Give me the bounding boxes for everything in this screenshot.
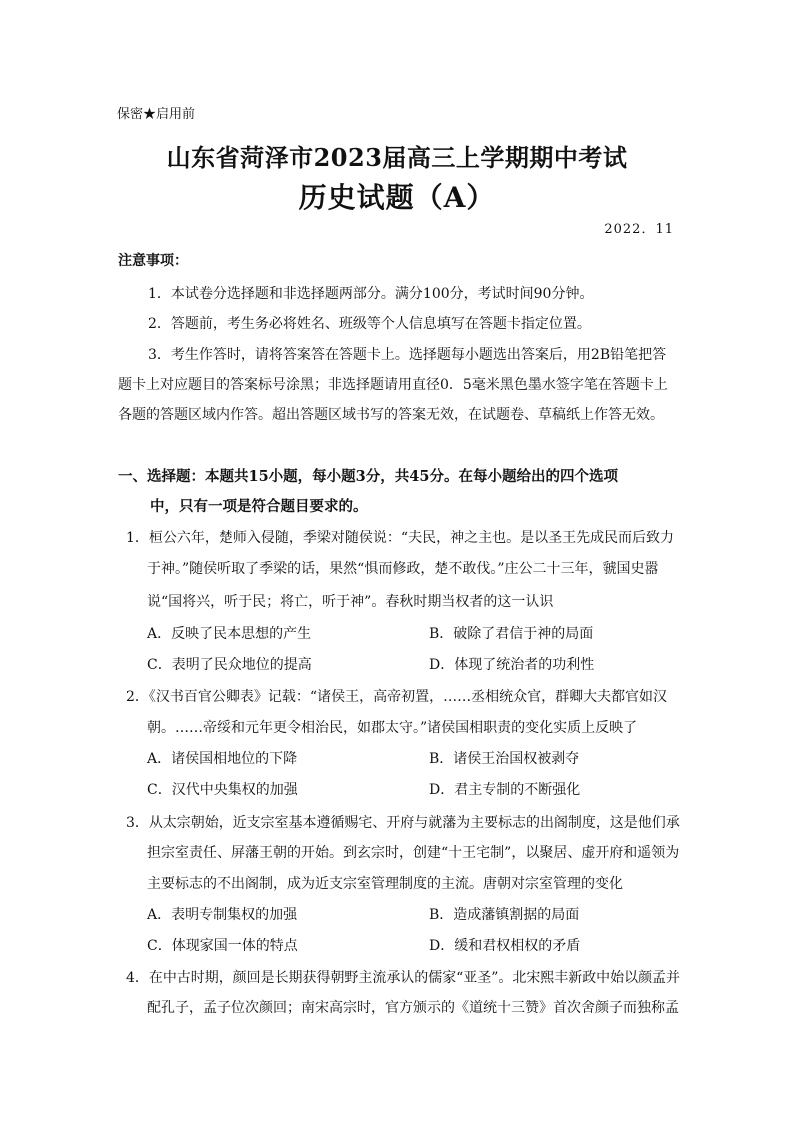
question-2-option-a: A．诸侯国相地位的下降 <box>147 751 298 767</box>
question-1-line: 1．桓公六年，楚师入侵随，季梁对随侯说：“夫民，神之主也。是以圣王先成民而后致力 <box>126 530 675 546</box>
question-3-line: 3．从太宗朝始，近支宗室基本遵循赐宅、开府与就藩为主要标志的出阁制度，这是他们承 <box>126 815 680 831</box>
confidential-label: 保密★启用前 <box>117 107 196 122</box>
question-4-line: 4．在中古时期，颜回是长期获得朝野主流承认的儒家“亚圣”。北宋熙丰新政中始以颜孟并 <box>126 970 680 986</box>
exam-subtitle: 历史试题（A） <box>298 181 496 214</box>
notice-item: 2．答题前，考生务必将姓名、班级等个人信息填写在答题卡指定位置。 <box>148 316 591 332</box>
question-2-line: 2．《汉书百官公卿表》记载：“诸侯王，高帝初置，……丞相统众官，群卿大夫都官如汉 <box>126 689 668 705</box>
question-1-option-a: A．反映了民本思想的产生 <box>147 626 312 642</box>
exam-date: 2022．11 <box>604 222 674 237</box>
question-3-line: 主要标志的不出阁制，成为近支宗室管理制度的主流。唐朝对宗室管理的变化 <box>147 876 623 892</box>
question-1-option-c: C．表明了民众地位的提高 <box>147 657 312 673</box>
question-4-line: 配孔子，孟子位次颜回；南宋高宗时，官方颁示的《道统十三赞》首次舍颜子而独称孟 <box>147 1000 679 1016</box>
section-heading-cont: 中，只有一项是符合题目要求的。 <box>150 498 368 515</box>
question-2-option-c: C．汉代中央集权的加强 <box>147 782 298 798</box>
notice-item-cont: 各题的答题区域内作答。超出答题区域书写的答案无效，在试题卷、草稿纸上作答无效。 <box>118 407 664 423</box>
question-2-option-b: B．诸侯王治国权被剥夺 <box>429 751 580 767</box>
question-3-option-c: C．体现家国一体的特点 <box>147 938 298 954</box>
notice-item: 3．考生作答时，请将答案答在答题卡上。选择题每小题选出答案后，用2B铅笔把答 <box>148 347 667 363</box>
question-3-option-a: A．表明专制集权的加强 <box>147 907 298 923</box>
exam-title: 山东省菏泽市2023届高三上学期期中考试 <box>166 143 628 172</box>
section-heading: 一、选择题：本题共15小题，每小题3分，共45分。在每小题给出的四个选项 <box>118 468 618 485</box>
notice-heading: 注意事项： <box>118 253 188 269</box>
question-1-option-d: D．体现了统治者的功利性 <box>429 657 595 673</box>
notice-item-cont: 题卡上对应题目的答案标号涂黑；非选择题请用直径0．5毫米黑色墨水签字笔在答题卡上 <box>118 377 668 393</box>
question-3-option-b: B．造成藩镇割据的局面 <box>429 907 580 923</box>
question-2-line: 朝。……帝绥和元年更令相治民，如郡太守。”诸侯国相职责的变化实质上反映了 <box>147 720 638 736</box>
question-1-line: 于神。”随侯听取了季梁的话，果然“惧而修政，楚不敢伐。”庄公二十三年，虢国史嚣 <box>147 561 659 577</box>
question-3-line: 担宗室责任、屏藩王朝的开始。到玄宗时，创建“十王宅制”，以聚居、虚开府和遥领为 <box>147 845 680 861</box>
question-3-option-d: D．缓和君权相权的矛盾 <box>429 938 581 954</box>
notice-item: 1．本试卷分选择题和非选择题两部分。满分100分，考试时间90分钟。 <box>148 286 594 302</box>
question-1-line: 说“国将兴，听于民；将亡，听于神”。春秋时期当权者的这一认识 <box>147 594 554 610</box>
question-1-option-b: B．破除了君信于神的局面 <box>429 626 594 642</box>
question-2-option-d: D．君主专制的不断强化 <box>429 782 581 798</box>
